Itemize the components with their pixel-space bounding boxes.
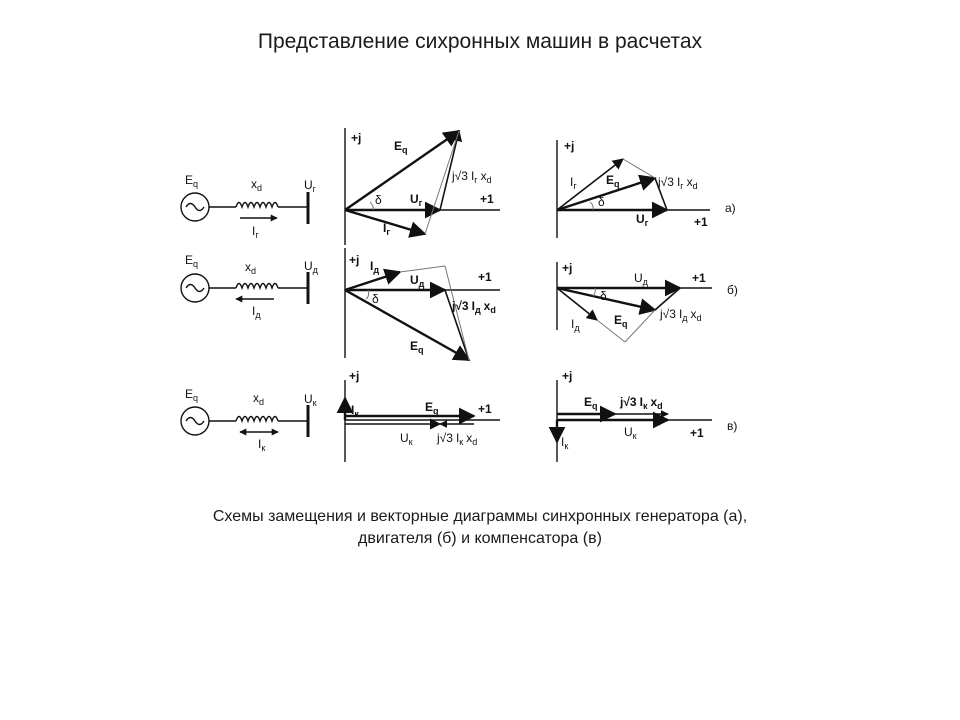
circuit-generator xyxy=(181,173,317,240)
u-label: $U_г$ xyxy=(304,178,316,194)
inductor-icon xyxy=(236,203,278,208)
u-label: $U_к$ xyxy=(304,392,317,408)
i-label: $I_к$ xyxy=(258,437,266,453)
plus-j-label: +j xyxy=(349,253,360,267)
plus-one-label: +1 xyxy=(480,192,494,206)
i-label: $I_д$ xyxy=(571,317,580,333)
u-label: $U_к$ xyxy=(400,431,413,447)
plus-one-label: +1 xyxy=(478,270,492,284)
eq-label: $E_q$ xyxy=(394,139,408,155)
eq-label: $E_q$ xyxy=(185,253,199,269)
plus-one-label: +1 xyxy=(692,271,706,285)
jxi-label: j√3 $I_д$ $x_d$ xyxy=(452,299,496,315)
circuit-compensator xyxy=(181,387,317,453)
i-label: $I_к$ xyxy=(561,435,569,451)
diagram-compensator-left xyxy=(345,369,500,462)
diagram-compensator-right xyxy=(557,369,737,462)
tag-a: а) xyxy=(725,201,736,215)
delta-label: δ xyxy=(372,292,379,306)
eq-label: $E_q$ xyxy=(614,313,628,329)
jxi-label: j√3 $I_д$ $x_d$ xyxy=(660,307,702,323)
delta-label: δ xyxy=(600,289,607,303)
xd-label: $x_d$ xyxy=(251,177,263,193)
jxi-label: j√3 $I_г$ $x_d$ xyxy=(452,169,492,185)
i-label: $I_д$ xyxy=(370,259,380,275)
plus-one-label: +1 xyxy=(690,426,704,440)
diagram-generator-right xyxy=(557,139,736,238)
xd-label: $x_d$ xyxy=(253,391,265,407)
diagram-generator-left xyxy=(345,128,500,245)
u-label: $U_д$ xyxy=(410,273,425,289)
eq-label: $E_q$ xyxy=(185,387,199,403)
plus-one-label: +1 xyxy=(694,215,708,229)
plus-j-label: +j xyxy=(562,369,573,383)
i-label: $I_г$ xyxy=(570,175,577,191)
jxi-label: j√3 $I_к$ $x_d$ xyxy=(437,431,478,447)
u-label: $U_г$ xyxy=(410,192,423,208)
plus-one-label: +1 xyxy=(478,402,492,416)
tag-b: б) xyxy=(727,283,738,297)
u-label: $U_г$ xyxy=(636,212,649,228)
eq-vector xyxy=(345,290,469,360)
i-label: $I_д$ xyxy=(252,304,261,320)
plus-j-label: +j xyxy=(349,369,360,383)
jxi-label: j√3 $I_к$ $x_d$ xyxy=(620,395,663,411)
u-label: $U_к$ xyxy=(624,425,637,441)
page-title: Представление сихронных машин в расчетах xyxy=(257,30,703,53)
inductor-icon xyxy=(236,417,278,422)
i-label: $I_к$ xyxy=(351,403,359,419)
diagram-motor-right xyxy=(557,261,738,342)
u-label: $U_д$ xyxy=(304,259,318,275)
delta-label: δ xyxy=(375,193,382,207)
plus-j-label: +j xyxy=(564,139,575,153)
xd-label: $x_d$ xyxy=(245,260,257,276)
eq-label: $E_q$ xyxy=(410,339,424,355)
eq-label: $E_q$ xyxy=(185,173,199,189)
jxi-label: j√3 $I_г$ $x_d$ xyxy=(658,175,698,191)
plus-j-label: +j xyxy=(351,131,362,145)
eq-label: $E_q$ xyxy=(425,400,439,416)
eq-label: $E_q$ xyxy=(584,395,598,411)
caption-line-1: Схемы замещения и векторные диаграммы синхронных генератора (а), xyxy=(212,508,748,525)
inductor-icon xyxy=(236,284,278,289)
figure-caption xyxy=(60,506,900,550)
caption-line-2: двигателя (б) и компенсатора (в) xyxy=(358,530,602,547)
circuit-motor xyxy=(181,253,319,320)
i-label: $I_г$ xyxy=(252,224,259,240)
i-label: $I_г$ xyxy=(383,221,391,237)
diagram-motor-left xyxy=(345,248,500,360)
delta-label: δ xyxy=(598,195,605,209)
eq-label: $E_q$ xyxy=(606,173,620,189)
plus-j-label: +j xyxy=(562,261,573,275)
u-label: $U_д$ xyxy=(634,271,648,287)
tag-v: в) xyxy=(727,419,738,433)
